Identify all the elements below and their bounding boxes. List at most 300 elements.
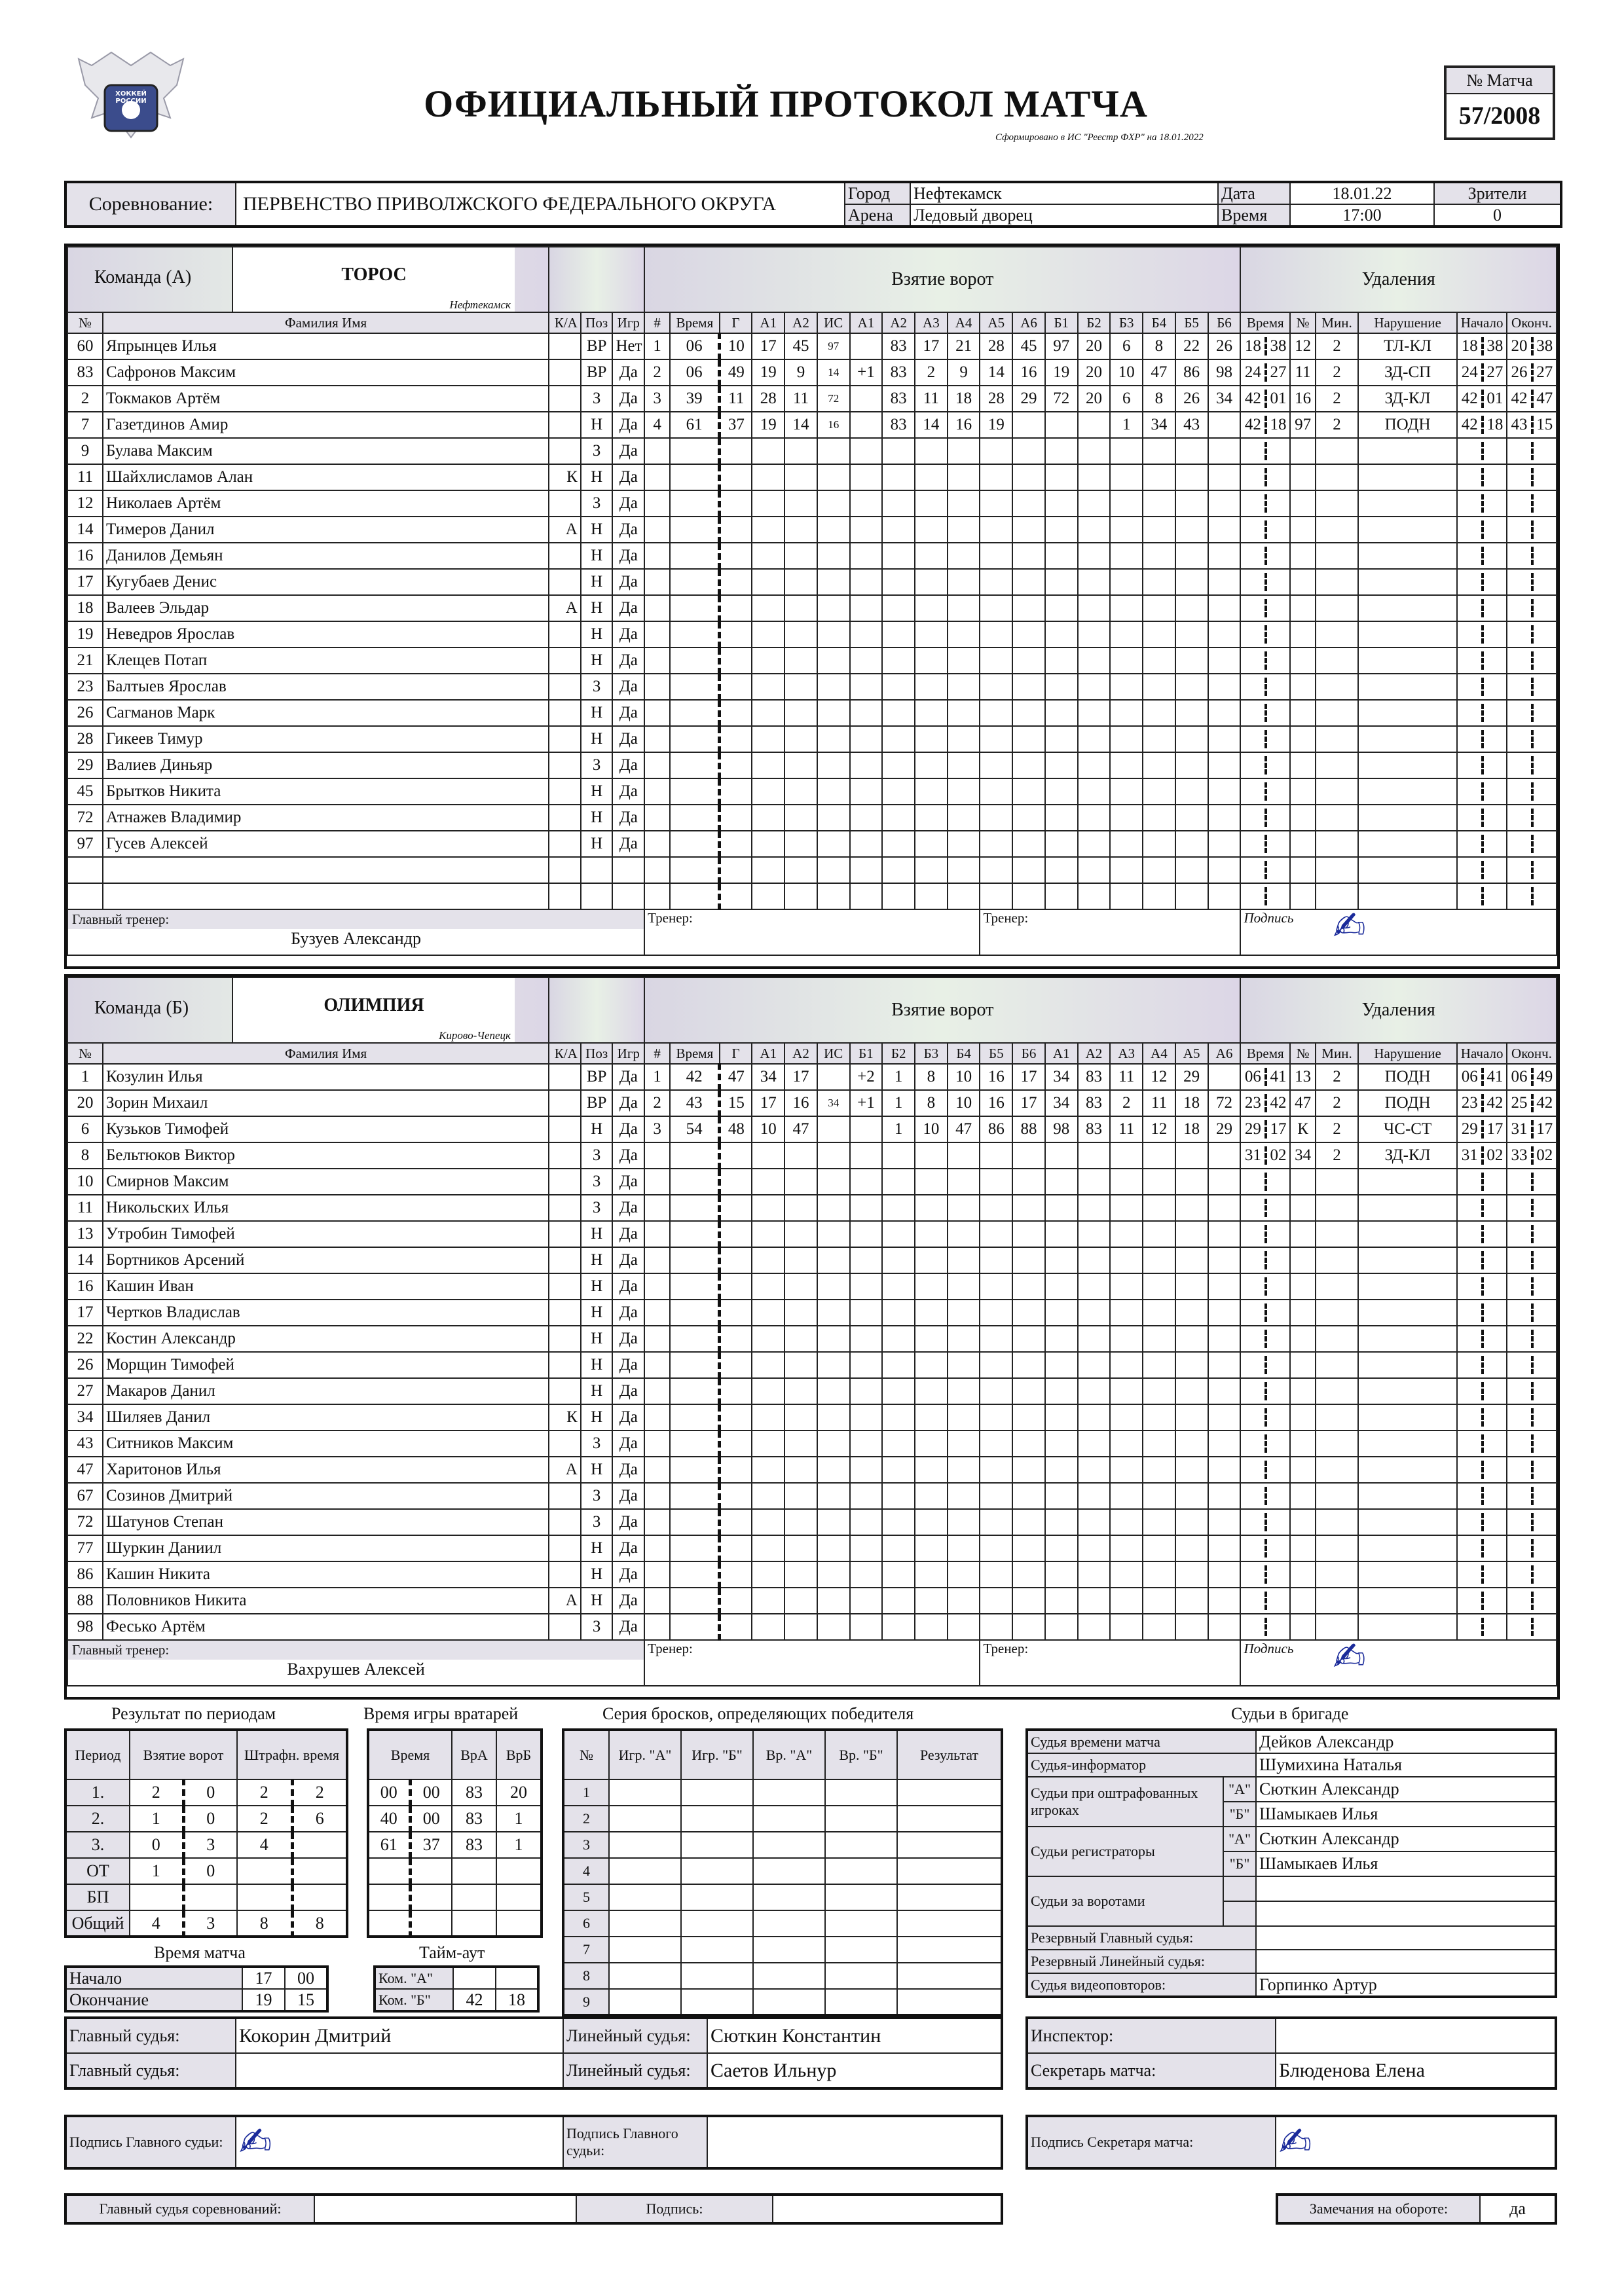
goal-cell bbox=[670, 1195, 720, 1221]
player-name: Шуркин Даниил bbox=[103, 1535, 549, 1561]
penalty-sec bbox=[1484, 1330, 1506, 1348]
penalty-min bbox=[1507, 442, 1534, 460]
penalty-min bbox=[1458, 1539, 1484, 1558]
table-row bbox=[67, 386, 1557, 412]
penalty-min bbox=[1458, 1565, 1484, 1584]
penalty-cell bbox=[1240, 1300, 1290, 1326]
penalty-sec: 38 bbox=[1486, 337, 1504, 355]
goal-cell bbox=[644, 595, 670, 621]
player-pos: Н bbox=[581, 1535, 613, 1561]
penalty-cell bbox=[1240, 595, 1290, 621]
goal-cell bbox=[1143, 517, 1175, 543]
penalty-cell bbox=[1507, 726, 1557, 752]
penalty-cell bbox=[1290, 1588, 1316, 1614]
goal-cell bbox=[1012, 438, 1045, 464]
goal-cell bbox=[644, 1614, 670, 1640]
teamB-signature-label: Подпись bbox=[1244, 1641, 1294, 1656]
penalty-sec bbox=[1484, 442, 1506, 460]
goal-cell bbox=[1175, 647, 1208, 674]
shootout-cell bbox=[681, 1884, 753, 1910]
penalty-min bbox=[1458, 730, 1484, 748]
goal-cell bbox=[1175, 1221, 1208, 1247]
player-pos bbox=[581, 883, 613, 909]
goal-cell bbox=[882, 831, 915, 857]
goal-cell bbox=[980, 621, 1012, 647]
penalty-cell bbox=[1240, 700, 1290, 726]
goal-cell bbox=[1012, 1430, 1045, 1457]
goal-cell bbox=[670, 1142, 720, 1169]
table-row bbox=[67, 857, 1557, 883]
teamB-col-on1-2: Б3 bbox=[915, 1043, 948, 1064]
sign-secretary bbox=[1276, 2116, 1556, 2168]
player-ka bbox=[549, 1378, 581, 1404]
penalty-min bbox=[1458, 1434, 1484, 1453]
goal-cell: 29 bbox=[1012, 386, 1045, 412]
goal-cell bbox=[980, 1457, 1012, 1483]
teamB-head-coach-cell bbox=[67, 1640, 644, 1686]
penalty-min bbox=[1507, 468, 1534, 486]
goal-cell bbox=[1045, 1561, 1078, 1588]
goal-cell bbox=[784, 1300, 817, 1326]
penalty-min bbox=[1507, 730, 1534, 748]
player-ka bbox=[549, 543, 581, 569]
penalty-cell bbox=[1507, 1300, 1557, 1326]
penalty-cell: 13 bbox=[1290, 1064, 1316, 1090]
goal-cell bbox=[784, 805, 817, 831]
player-play: Да bbox=[612, 1090, 644, 1116]
player-no: 6 bbox=[67, 1116, 103, 1142]
teamA-col-on1-4: А5 bbox=[980, 312, 1012, 333]
penalty-cell bbox=[1240, 621, 1290, 647]
goal-cell bbox=[915, 1247, 948, 1273]
goal-cell bbox=[1143, 1221, 1175, 1247]
teamB-col-g_is: ИС bbox=[817, 1043, 850, 1064]
player-name: Костин Александр bbox=[103, 1326, 549, 1352]
match-no-label: № Матча bbox=[1445, 67, 1554, 94]
penalty-min: 31 bbox=[1458, 1146, 1484, 1165]
goal-cell bbox=[752, 857, 784, 883]
goal-cell bbox=[1175, 595, 1208, 621]
penalty-cell bbox=[1507, 805, 1557, 831]
goal-cell bbox=[1045, 543, 1078, 569]
goal-cell bbox=[817, 1064, 850, 1090]
penalty-min: 43 bbox=[1507, 416, 1534, 434]
player-ka bbox=[549, 1195, 581, 1221]
goal-cell bbox=[1110, 1300, 1143, 1326]
penalty-sec bbox=[1484, 599, 1506, 617]
goal-cell bbox=[948, 1169, 980, 1195]
penalty-sec bbox=[1534, 730, 1556, 748]
goal-cell bbox=[644, 490, 670, 517]
shootout-no: 9 bbox=[563, 1989, 609, 2015]
goal-cell bbox=[1208, 1142, 1241, 1169]
goal-cell bbox=[670, 1457, 720, 1483]
goal-cell bbox=[1045, 700, 1078, 726]
penalty-cell bbox=[1507, 1247, 1557, 1273]
table-row bbox=[67, 726, 1557, 752]
penalty-cell: ПОДН bbox=[1358, 412, 1457, 438]
penalty-sec bbox=[1484, 1539, 1506, 1558]
penalty-cell bbox=[1457, 726, 1507, 752]
penalty-cell bbox=[1358, 595, 1457, 621]
goal-cell bbox=[817, 1535, 850, 1561]
penalty-min bbox=[1242, 1277, 1267, 1296]
player-no: 60 bbox=[67, 333, 103, 359]
notes-table bbox=[1276, 2193, 1557, 2225]
shootout-cell bbox=[681, 1858, 753, 1884]
goal-cell bbox=[1012, 490, 1045, 517]
penalty-cell bbox=[1507, 1116, 1557, 1142]
player-pos: Н bbox=[581, 1588, 613, 1614]
table-row bbox=[67, 674, 1557, 700]
goal-cell bbox=[915, 595, 948, 621]
goalie-cell bbox=[368, 1910, 410, 1937]
goal-cell bbox=[1078, 1404, 1111, 1430]
penalty-min bbox=[1458, 625, 1484, 644]
penalty-cell bbox=[1457, 412, 1507, 438]
goal-cell: 42 bbox=[670, 1064, 720, 1090]
penalty-sec bbox=[1534, 1356, 1556, 1374]
registrar-a-tag: "А" bbox=[1223, 1827, 1256, 1851]
penalty-cell bbox=[1507, 1326, 1557, 1352]
teamB-col-ka: К/А bbox=[549, 1043, 581, 1064]
penalty-cell bbox=[1290, 831, 1316, 857]
period-cell bbox=[183, 1884, 237, 1910]
sign-main-ref-label: Подпись Главного судьи: bbox=[65, 2116, 236, 2168]
goal-cell bbox=[752, 517, 784, 543]
penalty-sec: 02 bbox=[1270, 1146, 1287, 1164]
goal-cell bbox=[882, 752, 915, 778]
penalty-cell bbox=[1457, 464, 1507, 490]
goal-cell bbox=[1208, 1561, 1241, 1588]
player-pos: Н bbox=[581, 1273, 613, 1300]
teamA-col-on2-2: Б3 bbox=[1110, 312, 1143, 333]
goal-cell bbox=[817, 726, 850, 752]
goal-cell bbox=[720, 569, 752, 595]
period-cell: 2 bbox=[237, 1806, 292, 1832]
goalie-cell: 61 bbox=[368, 1832, 410, 1858]
penalty-min bbox=[1242, 730, 1267, 748]
goal-cell bbox=[670, 752, 720, 778]
goal-cell bbox=[784, 778, 817, 805]
penalty-cell bbox=[1240, 1430, 1290, 1457]
goal-cell bbox=[1012, 1378, 1045, 1404]
player-no: 47 bbox=[67, 1457, 103, 1483]
penalty-cell bbox=[1457, 752, 1507, 778]
goal-cell bbox=[882, 1352, 915, 1378]
goal-cell bbox=[1012, 778, 1045, 805]
player-pos: Н bbox=[581, 464, 613, 490]
goalie-cell: 00 bbox=[368, 1779, 410, 1806]
goal-cell bbox=[882, 490, 915, 517]
goal-cell bbox=[644, 1378, 670, 1404]
registrars-label: Судьи регистраторы bbox=[1027, 1827, 1223, 1876]
goal-cell bbox=[915, 831, 948, 857]
goal-cell bbox=[1208, 805, 1241, 831]
penalty-min bbox=[1242, 573, 1267, 591]
goal-cell bbox=[1110, 831, 1143, 857]
goal-cell: 20 bbox=[1078, 359, 1111, 386]
goalie-h-a: ВрА bbox=[452, 1730, 496, 1779]
teamA-col-on1-0: А1 bbox=[850, 312, 883, 333]
penalty-min bbox=[1458, 1303, 1484, 1322]
penalty-cell bbox=[1358, 778, 1457, 805]
goal-cell: 10 bbox=[1110, 359, 1143, 386]
penalty-min bbox=[1242, 520, 1267, 539]
goal-cell bbox=[948, 1457, 980, 1483]
goal-cell bbox=[752, 1430, 784, 1457]
penalty-min bbox=[1458, 442, 1484, 460]
penalty-sec bbox=[1484, 625, 1506, 644]
goal-cell bbox=[817, 1195, 850, 1221]
penalty-cell bbox=[1457, 490, 1507, 517]
player-no: 72 bbox=[67, 1509, 103, 1535]
goal-cell bbox=[1143, 1535, 1175, 1561]
player-play: Да bbox=[612, 778, 644, 805]
penalty-cell bbox=[1507, 1142, 1557, 1169]
period-cell bbox=[237, 1858, 292, 1884]
table-row bbox=[67, 1588, 1557, 1614]
penalty-min bbox=[1507, 861, 1534, 879]
player-play: Да bbox=[612, 1326, 644, 1352]
goal-cell bbox=[670, 1352, 720, 1378]
penalty-min bbox=[1507, 678, 1534, 696]
goal-cell bbox=[644, 438, 670, 464]
penalty-min bbox=[1242, 1303, 1267, 1322]
goalie-cell: 83 bbox=[452, 1779, 496, 1806]
penalty-sec bbox=[1484, 468, 1506, 486]
goal-cell: 17 bbox=[752, 1090, 784, 1116]
goal-cell bbox=[1143, 1430, 1175, 1457]
goal-cell bbox=[1045, 1483, 1078, 1509]
goal-cell bbox=[720, 726, 752, 752]
teamB-col-on2-5: А6 bbox=[1208, 1043, 1241, 1064]
goal-cell bbox=[784, 1247, 817, 1273]
goal-cell bbox=[784, 1378, 817, 1404]
goalie-cell: 20 bbox=[496, 1779, 542, 1806]
goal-cell bbox=[1012, 1404, 1045, 1430]
goal-cell bbox=[1208, 621, 1241, 647]
goal-cell bbox=[720, 1326, 752, 1352]
goal-cell bbox=[948, 1300, 980, 1326]
goal-cell: 26 bbox=[1208, 333, 1241, 359]
goal-cell bbox=[980, 569, 1012, 595]
player-no: 16 bbox=[67, 1273, 103, 1300]
goal-cell bbox=[1175, 883, 1208, 909]
player-pos: ВР bbox=[581, 333, 613, 359]
goal-cell bbox=[1208, 1169, 1241, 1195]
penalty-sec bbox=[1267, 1487, 1289, 1505]
goal-cell bbox=[817, 778, 850, 805]
goal-cell bbox=[980, 805, 1012, 831]
teamA-col-pen_inf: Нарушение bbox=[1358, 312, 1457, 333]
shootout-cell bbox=[681, 1910, 753, 1937]
goal-cell bbox=[670, 1169, 720, 1195]
periods-title: Результат по периодам bbox=[111, 1704, 276, 1723]
goal-cell bbox=[670, 595, 720, 621]
penalty-cell bbox=[1316, 569, 1358, 595]
period-cell: 0 bbox=[183, 1806, 237, 1832]
goal-cell: 12 bbox=[1143, 1064, 1175, 1090]
shootout-cell bbox=[609, 1806, 681, 1832]
player-name: Тимеров Данил bbox=[103, 517, 549, 543]
goal-cell bbox=[915, 1300, 948, 1326]
goal-cell bbox=[670, 1221, 720, 1247]
shootout-h-vb: Вр. "Б" bbox=[825, 1730, 897, 1779]
goal-cell bbox=[915, 1588, 948, 1614]
goal-cell: 47 bbox=[784, 1116, 817, 1142]
goal-cell: 48 bbox=[720, 1116, 752, 1142]
goalie-cell: 1 bbox=[496, 1832, 542, 1858]
player-ka bbox=[549, 647, 581, 674]
goal-cell bbox=[1012, 569, 1045, 595]
goal-cell bbox=[752, 1509, 784, 1535]
goal-cell bbox=[882, 1300, 915, 1326]
penalty-sec bbox=[1534, 1199, 1556, 1217]
player-name: Кузьков Тимофей bbox=[103, 1116, 549, 1142]
teamB-col-on2-1: А2 bbox=[1078, 1043, 1111, 1064]
goal-cell bbox=[784, 1561, 817, 1588]
goal-cell bbox=[720, 805, 752, 831]
teamA-header bbox=[67, 247, 549, 312]
penalty-cell bbox=[1316, 805, 1358, 831]
player-no: 20 bbox=[67, 1090, 103, 1116]
goal-cell bbox=[1208, 1378, 1241, 1404]
goal-cell bbox=[915, 778, 948, 805]
goal-cell bbox=[784, 1588, 817, 1614]
penalty-cell bbox=[1240, 1195, 1290, 1221]
penalty-cell bbox=[1507, 857, 1557, 883]
goal-cell bbox=[882, 1326, 915, 1352]
period-cell bbox=[130, 1884, 183, 1910]
shootout-cell bbox=[681, 1779, 753, 1806]
goal-cell bbox=[1208, 543, 1241, 569]
goal-cell bbox=[1208, 1483, 1241, 1509]
goal-cell bbox=[1110, 490, 1143, 517]
penalty-cell bbox=[1507, 1404, 1557, 1430]
penalty-cell bbox=[1358, 1404, 1457, 1430]
goal-cell bbox=[670, 543, 720, 569]
goal-cell bbox=[1012, 647, 1045, 674]
penalty-cell bbox=[1507, 1352, 1557, 1378]
goal-cell: 19 bbox=[980, 412, 1012, 438]
goal-cell bbox=[1208, 517, 1241, 543]
penalty-min bbox=[1242, 494, 1267, 513]
penalty-cell bbox=[1290, 490, 1316, 517]
goal-cell bbox=[1078, 883, 1111, 909]
goal-cell bbox=[1208, 569, 1241, 595]
penalty-cell bbox=[1358, 1195, 1457, 1221]
penalty-cell bbox=[1358, 1378, 1457, 1404]
penalty-min: 24 bbox=[1458, 363, 1484, 382]
goal-cell: 98 bbox=[1045, 1116, 1078, 1142]
player-play: Да bbox=[612, 1457, 644, 1483]
goal-cell bbox=[1078, 647, 1111, 674]
penalty-cell bbox=[1457, 1169, 1507, 1195]
player-pos: Н bbox=[581, 700, 613, 726]
player-no: 83 bbox=[67, 359, 103, 386]
player-name bbox=[103, 883, 549, 909]
goal-cell bbox=[1175, 1142, 1208, 1169]
goal-cell bbox=[980, 1326, 1012, 1352]
goal-cell bbox=[752, 778, 784, 805]
table-row bbox=[67, 1273, 1557, 1300]
goal-cell: 11 bbox=[720, 386, 752, 412]
player-pos: З bbox=[581, 1195, 613, 1221]
goal-cell bbox=[1045, 1300, 1078, 1326]
penalty-cell: 12 bbox=[1290, 333, 1316, 359]
goal-cell bbox=[1078, 1352, 1111, 1378]
goal-cell bbox=[850, 1457, 883, 1483]
goal-cell bbox=[720, 1588, 752, 1614]
goal-cell bbox=[882, 543, 915, 569]
table-row bbox=[67, 1404, 1557, 1430]
goal-cell: 2 bbox=[644, 359, 670, 386]
player-play: Да bbox=[612, 569, 644, 595]
player-no: 2 bbox=[67, 386, 103, 412]
goal-cell bbox=[644, 1509, 670, 1535]
player-ka bbox=[549, 805, 581, 831]
goal-cell bbox=[948, 1509, 980, 1535]
player-no: 77 bbox=[67, 1535, 103, 1561]
penalty-sec bbox=[1484, 1251, 1506, 1269]
goal-cell bbox=[948, 438, 980, 464]
goal-cell bbox=[1078, 1326, 1111, 1352]
goal-cell bbox=[850, 1352, 883, 1378]
player-pos: З bbox=[581, 1142, 613, 1169]
goal-cell bbox=[784, 883, 817, 909]
goal-cell bbox=[1012, 752, 1045, 778]
penalty-sec bbox=[1484, 1487, 1506, 1505]
timekeeper: Дейков Александр bbox=[1256, 1730, 1556, 1753]
goal-cell bbox=[980, 438, 1012, 464]
player-no: 26 bbox=[67, 1352, 103, 1378]
table-row bbox=[67, 1142, 1557, 1169]
teamB-col-pos: Поз bbox=[581, 1043, 613, 1064]
goal-cell bbox=[915, 1457, 948, 1483]
penalty-cell bbox=[1316, 1300, 1358, 1326]
penalty-cell bbox=[1290, 1509, 1316, 1535]
penalty-sec bbox=[1534, 1539, 1556, 1558]
match-no: 57/2008 bbox=[1445, 94, 1554, 139]
goal-cell bbox=[948, 1221, 980, 1247]
teamB-col-on1-1: Б2 bbox=[882, 1043, 915, 1064]
goal-cell bbox=[980, 883, 1012, 909]
player-ka: К bbox=[549, 464, 581, 490]
teamA-col-on2-5: Б6 bbox=[1208, 312, 1241, 333]
penalty-cell bbox=[1316, 1221, 1358, 1247]
goal-cell bbox=[817, 569, 850, 595]
goal-cell: 34 bbox=[752, 1064, 784, 1090]
penalty-judges-label: Судьи при оштрафованных игроках bbox=[1027, 1777, 1223, 1827]
penalty-cell bbox=[1358, 621, 1457, 647]
penalty-cell bbox=[1316, 700, 1358, 726]
goal-cell bbox=[1175, 1300, 1208, 1326]
goal-cell: 9 bbox=[784, 359, 817, 386]
goal-cell bbox=[817, 621, 850, 647]
player-name: Фесько Артём bbox=[103, 1614, 549, 1640]
penalty-cell bbox=[1316, 1195, 1358, 1221]
player-pos: Н bbox=[581, 726, 613, 752]
teamB-col-no: № bbox=[67, 1043, 103, 1064]
penalty-sec: 42 bbox=[1270, 1094, 1287, 1112]
goal-cell bbox=[948, 1614, 980, 1640]
penalty-cell bbox=[1507, 1535, 1557, 1561]
teamA-col-on2-1: Б2 bbox=[1078, 312, 1111, 333]
time-label: Время bbox=[1218, 204, 1290, 227]
teamA-col-pos: Поз bbox=[581, 312, 613, 333]
match-end-label: Окончание bbox=[65, 1989, 242, 2011]
